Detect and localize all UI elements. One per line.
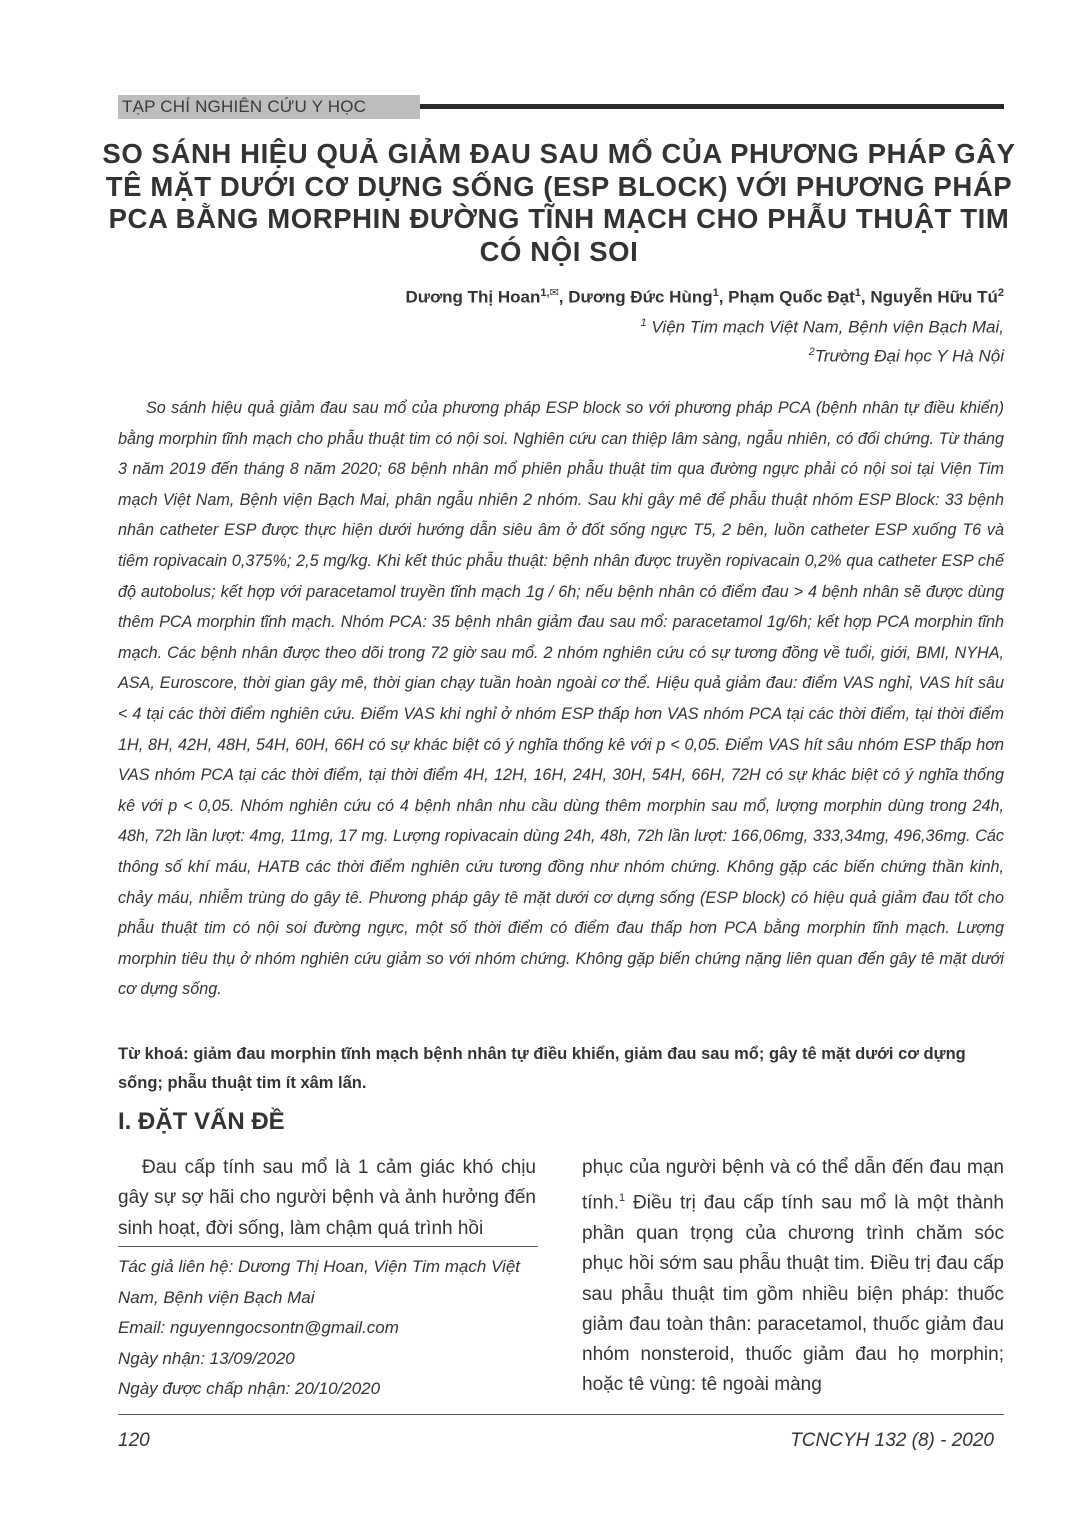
author-name: Dương Thị Hoan bbox=[405, 287, 541, 307]
footer-rule bbox=[118, 1414, 1004, 1415]
author-separator: , bbox=[718, 287, 729, 307]
body-right-column bbox=[582, 1153, 1004, 1401]
journal-reference: TCNCYH 132 (8) - 2020 bbox=[790, 1430, 994, 1451]
author-name: Dương Đức Hùng bbox=[568, 287, 713, 307]
author-name: Phạm Quốc Đạt bbox=[728, 287, 855, 307]
affiliation-text: Viện Tim mạch Việt Nam, Bệnh viện Bạch Mai, bbox=[651, 317, 1004, 337]
header-rule bbox=[420, 104, 1004, 109]
article-title: SO SÁNH HIỆU QUẢ GIẢM ĐAU SAU MỔ CỦA PHƯƠNG PHÁP GÂY TÊ MẶT DƯỚI CƠ DỰNG SỐNG (ESP BLOCK) VỚI PHƯƠNG PHÁP PCA BẰNG MORPHIN ĐƯỜNG TĨNH MẠCH CHO PHẪU THUẬT TIM CÓ NỘI SOI bbox=[102, 138, 1016, 267]
accepted-date: Ngày được chấp nhận: 20/10/2020 bbox=[118, 1379, 381, 1398]
author-mark: 1 bbox=[854, 287, 861, 299]
affiliation-mark: 2 bbox=[808, 346, 815, 358]
received-date: Ngày nhận: 13/09/2020 bbox=[118, 1348, 295, 1368]
body-left-column: Đau cấp tính sau mổ là 1 cảm giác khó chịu gây sự sợ hãi cho người bệnh và ảnh hưởng đến sinh hoạt, đời sống, làm chậm quá trình hồi bbox=[118, 1157, 536, 1239]
author-mark: 2 bbox=[997, 287, 1004, 299]
citation-ref: 1 bbox=[618, 1192, 626, 1205]
keywords: Từ khoá: giảm đau morphin tĩnh mạch bệnh nhân tự điều khiển, giảm đau sau mổ; gây tê mặt dưới cơ dựng sống; phẫu thuật tim ít xâm lấn. bbox=[118, 1045, 966, 1092]
journal-name: TẠP CHÍ NGHIÊN CỨU Y HỌC bbox=[118, 95, 420, 119]
author-list bbox=[406, 286, 1005, 308]
affiliation-2 bbox=[809, 346, 1004, 367]
affiliation-text: Trường Đại học Y Hà Nội bbox=[814, 346, 1004, 366]
page-number: 120 bbox=[118, 1430, 150, 1451]
author-name: Nguyễn Hữu Tú bbox=[870, 287, 998, 307]
section-heading: I. ĐẶT VẤN ĐỀ bbox=[118, 1108, 285, 1135]
author-mark: 1,✉ bbox=[540, 287, 559, 299]
author-separator: , bbox=[860, 287, 871, 307]
corresponding-author: Tác giả liên hệ: Dương Thị Hoan, Viện Tim mạch Việt Nam, Bệnh viện Bạch Mai bbox=[118, 1257, 521, 1307]
footnote-rule bbox=[118, 1246, 538, 1247]
affiliation-mark: 1 bbox=[640, 317, 647, 329]
affiliation-1 bbox=[641, 317, 1004, 338]
author-email: Email: nguyenngocsontn@gmail.com bbox=[118, 1318, 399, 1337]
body-right-text: phục của người bệnh và có thể dẫn đến đau mạn tính. bbox=[582, 1157, 1004, 1214]
author-separator: , bbox=[558, 287, 569, 307]
abstract: So sánh hiệu quả giảm đau sau mổ của phương pháp ESP block so với phương pháp PCA (bệnh nhân tự điều khiển) bằng morphin tĩnh mạch cho phẫu thuật tim có nội soi. Nghiên cứu can thiệp lâm sàng, ngẫu nhiên, có đối chứng. Từ tháng 3 năm 2019 đến tháng 8 năm 2020; 68 bệnh nhân mổ phiên phẫu thuật tim qua đường ngực phải có nội soi tại Viện Tim mạch Việt Nam, Bệnh viện Bạch Mai, phân ngẫu nhiên 2 nhóm. Sau khi gây mê để phẫu thuật nhóm ESP Block: 33 bệnh nhân catheter ESP được thực hiện dưới hướng dẫn siêu âm ở đốt sống ngực T5, 2 bên, luồn catheter ESP xuống T6 và tiêm ropivacain 0,375%; 2,5 mg/kg. Khi kết thúc phẫu thuật: bệnh nhân được truyền ropivacain 0,2% qua catheter ESP chế độ autobolus; kết hợp với paracetamol truyền tĩnh mạch 1g / 6h; nếu bệnh nhân có điểm đau > 4 bệnh nhân sẽ được dùng thêm PCA morphin tĩnh mạch. Nhóm PCA: 35 bệnh nhân giảm đau sau mổ: paracetamol 1g/6h; kết hợp PCA morphin tĩnh mạch. Các bệnh nhân được theo dõi trong 72 giờ sau mổ. 2 nhóm nghiên cứu có sự tương đồng về tuổi, giới, BMI, NYHA, ASA, Euroscore, thời gian gây mê, thời gian chạy tuần hoàn ngoài cơ thể. Hiệu quả giảm đau: điểm VAS nghỉ, VAS hít sâu < 4 tại các thời điểm nghiên cứu. Điểm VAS khi nghỉ ở nhóm ESP thấp hơn VAS nhóm PCA tại các thời điểm, tại thời điểm 1H, 8H, 42H, 48H, 54H, 60H, 66H có sự khác biệt có ý nghĩa thống kê với p < 0,05. Điểm VAS hít sâu nhóm ESP thấp hơn VAS nhóm PCA tại các thời điểm, tại thời điểm 4H, 12H, 16H, 24H, 30H, 54H, 66H, 72H có sự khác biệt có ý nghĩa thống kê với p < 0,05. Nhóm nghiên cứu có 4 bệnh nhân nhu cầu dùng thêm morphin sau mổ, lượng morphin dùng trong 24h, 48h, 72h lần lượt: 4mg, 11mg, 17 mg. Lượng ropivacain dùng 24h, 48h, 72h lần lượt: 166,06mg, 333,34mg, 496,36mg. Các thông số khí máu, HATB các thời điểm nghiên cứu tương đồng như nhóm chứng. Không gặp các biến chứng thần kinh, chảy máu, nhiễm trùng do gây tê. Phương pháp gây tê mặt dưới cơ dựng sống (ESP block) có hiệu quả giảm đau tốt cho phẫu thuật tim có nội soi đường ngực, một số thời điểm có điểm đau thấp hơn PCA bằng morphin tĩnh mạch. Lượng morphin tiêu thụ ở nhóm nghiên cứu giảm so với nhóm chứng. Không gặp biến chứng nặng liên quan đến gây tê mặt dưới cơ dựng sống. bbox=[118, 399, 1004, 999]
author-mark: 1 bbox=[712, 287, 719, 299]
journal-header bbox=[118, 95, 1004, 119]
body-right-text: Điều trị đau cấp tính sau mổ là một thành phần quan trọng của chương trình chăm sóc phục hồi sớm sau phẫu thuật tim. Điều trị đau cấp sau phẫu thuật tim gồm nhiều biện pháp: thuốc giảm đau toàn thân: paracetamol, thuốc giảm đau nhóm nonsteroid, thuốc giảm đau họ morphin; hoặc tê vùng: tê ngoài màng bbox=[582, 1192, 1004, 1396]
footnote bbox=[118, 1252, 538, 1405]
